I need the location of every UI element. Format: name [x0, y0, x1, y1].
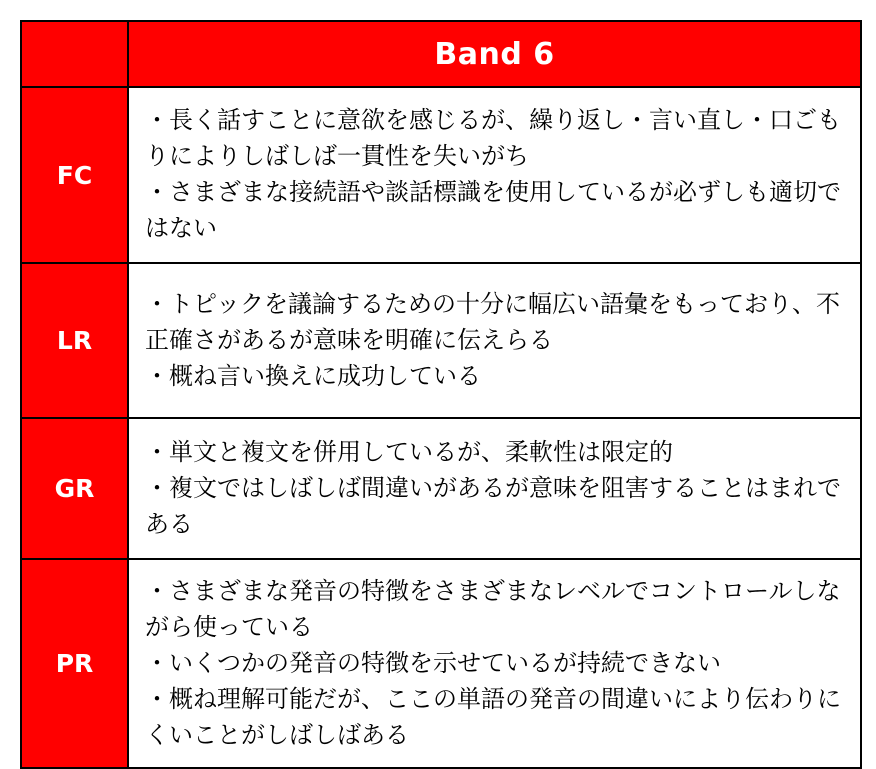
table-row-fc [21, 87, 861, 263]
criterion-label-lr: LR [21, 263, 128, 418]
table-header-row [21, 21, 861, 87]
criterion-description-pr [128, 559, 861, 768]
table-row-pr [21, 559, 861, 768]
header-corner-cell [21, 21, 128, 87]
description-line: ・いくつかの発音の特徴を示せているが持続できない [145, 648, 721, 677]
description-line: ・長く話すことに意欲を感じるが、繰り返し・言い直し・口ごもりによりしばしば一貫性を失いがち [145, 106, 841, 170]
band-descriptor-table [20, 20, 862, 769]
criterion-description-gr [128, 418, 861, 559]
description-line: ・さまざまな発音の特徴をさまざまなレベルでコントロールしながら使っている [145, 576, 841, 641]
description-line: ・単文と複文を併用しているが、柔軟性は限定的 [145, 437, 673, 466]
table-row-lr [21, 263, 861, 418]
description-line: ・複文ではしばしば間違いがあるが意味を阻害することはまれである [145, 473, 841, 538]
description-line: ・概ね言い換えに成功している [145, 361, 481, 390]
criterion-description-lr [128, 263, 861, 418]
description-line: ・トピックを議論するための十分に幅広い語彙をもっており、不正確さがあるが意味を明確に伝えらる [145, 289, 841, 354]
criterion-label-fc: FC [21, 87, 128, 263]
criterion-label-gr: GR [21, 418, 128, 559]
criterion-description-fc [128, 87, 861, 263]
criterion-label-pr: PR [21, 559, 128, 768]
description-line: ・概ね理解可能だが、ここの単語の発音の間違いにより伝わりにくいことがしばしばある [145, 684, 841, 749]
table-row-gr [21, 418, 861, 559]
band-title: Band 6 [128, 21, 861, 87]
description-line: ・さまざまな接続語や談話標識を使用しているが必ずしも適切ではない [145, 178, 841, 242]
